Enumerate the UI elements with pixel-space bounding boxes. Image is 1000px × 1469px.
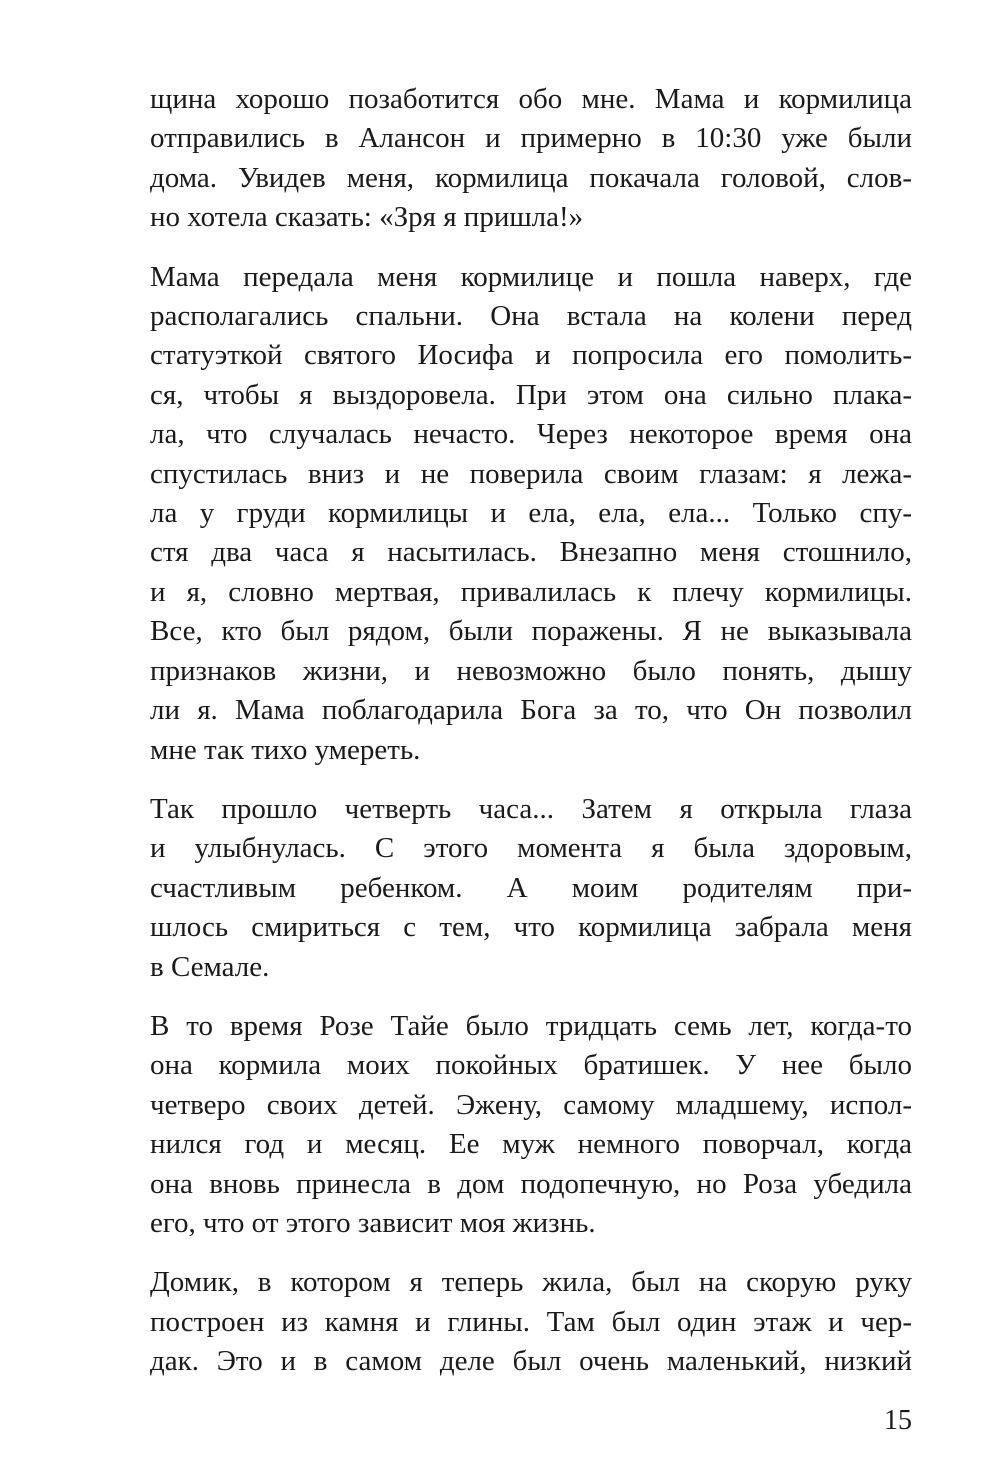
page-number: 15 — [884, 1405, 912, 1436]
text-line: щина хорошо позаботится обо мне. Мама и кормилица — [150, 83, 912, 115]
text-line: ла, что случалась нечасто. Через некоторое время она — [150, 418, 912, 451]
text-line: статуэткой святого Иосифа и попросила его помолить- — [150, 339, 912, 372]
text-line: располагались спальни. Она встала на колени перед — [150, 300, 912, 333]
text-line: Все, кто был рядом, были поражены. Я не выказывала — [150, 615, 912, 648]
text-line: шлось смириться с тем, что кормилица забрала меня — [150, 911, 912, 944]
text-line: Мама передала меня кормилице и пошла наверх, где — [150, 260, 912, 293]
text-line: она вновь принесла в дом подопечную, но Роза убедила — [150, 1167, 912, 1200]
text-line: дак. Это и в самом деле был очень маленький, низкий — [150, 1345, 912, 1378]
text-line: в Семале. — [150, 950, 270, 983]
text-line: Домик, в котором я теперь жила, был на скорую руку — [150, 1266, 912, 1299]
text-line: ла у груди кормилицы и ела, ела, ела... Только спу- — [150, 497, 912, 530]
paragraph-5 — [150, 1263, 912, 1381]
paragraph-2 — [150, 258, 912, 770]
paragraph-3 — [150, 790, 912, 987]
body-text — [150, 80, 912, 1402]
text-line: и я, словно мертвая, привалилась к плечу кормилицы. — [150, 575, 912, 608]
text-line: ли я. Мама поблагодарила Бога за то, что Он позволил — [150, 694, 912, 727]
text-line: стя два часа я насытилась. Внезапно меня стошнило, — [150, 536, 912, 569]
text-line: дома. Увидев меня, кормилица покачала головой, слов- — [150, 161, 912, 194]
text-line: и улыбнулась. С этого момента я была здоровым, — [150, 832, 912, 865]
text-line: нился год и месяц. Ее муж немного поворчал, когда — [150, 1128, 912, 1161]
text-line: спустилась вниз и не поверила своим глазам: я лежа- — [150, 457, 912, 490]
text-line: мне так тихо умереть. — [150, 733, 421, 766]
text-line: построен из камня и глины. Там был один этаж и чер- — [150, 1305, 912, 1338]
text-line: ся, чтобы я выздоровела. При этом она сильно плака- — [150, 378, 912, 411]
text-line: признаков жизни, и невозможно было понять, дышу — [150, 654, 912, 687]
text-line: четверо своих детей. Эжену, самому младшему, испол- — [150, 1088, 912, 1121]
text-line: В то время Розе Тайе было тридцать семь лет, когда-то — [150, 1009, 912, 1042]
paragraph-1 — [150, 80, 912, 238]
text-line: она кормила моих покойных братишек. У нее было — [150, 1049, 912, 1082]
text-line: счастливым ребенком. А моим родителям при- — [150, 871, 912, 904]
paragraph-4 — [150, 1007, 912, 1243]
text-line: Так прошло четверть часа... Затем я открыла глаза — [150, 792, 912, 825]
text-line: отправились в Алансон и примерно в 10:30 уже были — [150, 122, 912, 155]
text-line: его, что от этого зависит моя жизнь. — [150, 1206, 596, 1239]
text-line: но хотела сказать: «Зря я пришла!» — [150, 201, 584, 234]
